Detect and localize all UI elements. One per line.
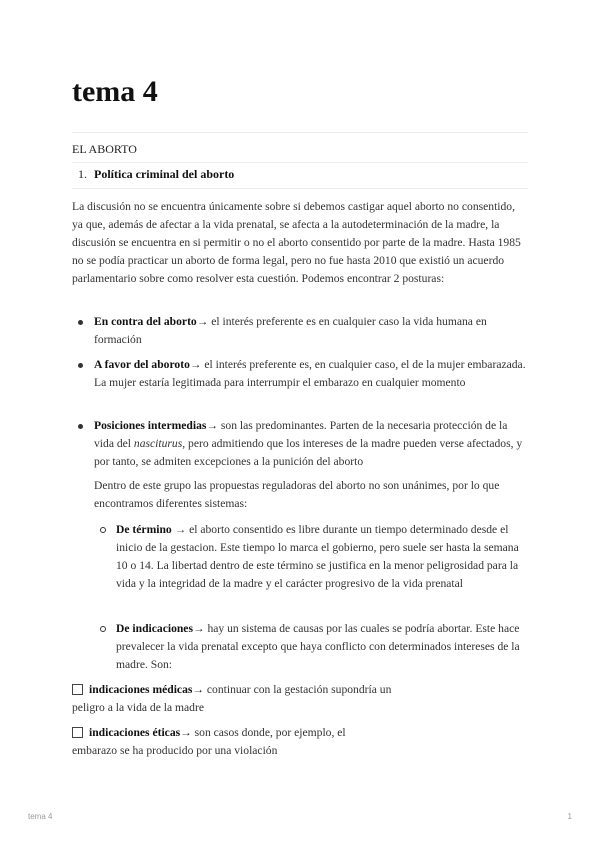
divider (72, 188, 528, 189)
checkbox[interactable] (72, 684, 83, 695)
check-term: indicaciones éticas→ (89, 726, 192, 739)
section-heading: EL ABORTO (72, 142, 137, 156)
sub-text: hay un sistema de causas por las cuales se podría abortar. Este hace prevalecer la vida prenatal excepto que haya conflicto con determinados intereses de la madre. Son: (116, 622, 520, 671)
list-number: 1. (78, 167, 87, 181)
bullet-term: Posiciones intermedias→ (94, 419, 218, 432)
bullet-text: , pero admitiendo que los intereses de la madre pueden verse afectados, y por tanto, se admiten excepciones a la punición del aborto (94, 437, 523, 468)
check-term: indicaciones médicas→ (89, 683, 204, 696)
intro-paragraph: La discusión no se encuentra únicamente sobre si debemos castigar aquel aborto no consentido, ya que, además de afectar a la vida prenatal, se afecta a la autodeterminación de la madre, la discusión se encuentra en si permitir o no el aborto consentido por parte de la madre. Hasta 1985 no se podía practicar un aborto de forma legal, pero no fue hasta 2010 que existió un acuerdo parlamentario sobre como resolver esta cuestión. Podemos encontrar 2 posturas: (72, 200, 521, 285)
bullet-text: son las predominantes. Parten de la necesaria protección de la vida del (94, 419, 508, 450)
checkbox[interactable] (72, 727, 83, 738)
intermediate-note: Dentro de este grupo las propuestas reguladoras del aborto no son unánimes, por lo que encontramos diferentes sistemas: (94, 479, 500, 510)
bullet-term: A favor del aboroto→ (94, 358, 202, 371)
bullet-icon (78, 363, 83, 368)
sub-term: De indicaciones→ (116, 622, 205, 635)
bullet-term: En contra del aborto→ (94, 315, 209, 328)
bullet-text: el interés preferente es, en cualquier caso, el de la mujer embarazada. La mujer estaría legitimada para interrumpir el embarazo en cualquier momento (94, 358, 526, 389)
bullet-text: el interés preferente es en cualquier caso la vida humana en formación (94, 315, 487, 346)
footer-page-number: 1 (567, 812, 572, 821)
checklist-item (72, 724, 528, 760)
footer-doc-title: tema 4 (28, 812, 53, 821)
numbered-heading-label: Política criminal del aborto (94, 167, 235, 181)
bullet-italic-term: nasciturus (133, 437, 183, 450)
check-text-continued: peligro a la vida de la madre (72, 701, 204, 714)
page-title: tema 4 (72, 75, 158, 108)
bullet-icon (78, 320, 83, 325)
sub-text: → el aborto consentido es libre durante un tiempo determinado desde el inicio de la gestacion. Este tiempo lo marca el gobierno, pero suele ser hasta la semana 10 o 14. La libertad dentro de este término se justifica en la menor peligrosidad para la vida y la integridad de la madre y el carácter progresivo de la vida prenatal (116, 523, 519, 590)
circle-bullet-icon (100, 626, 106, 632)
divider (72, 132, 528, 133)
check-text-continued: embarazo se ha producido por una violación (72, 744, 278, 757)
circle-bullet-icon (100, 527, 106, 533)
check-text: continuar con la gestación supondría un (203, 683, 392, 696)
bullet-icon (78, 424, 83, 429)
numbered-heading (78, 166, 234, 182)
check-text: son casos donde, por ejemplo, el (191, 726, 346, 739)
sub-term: De término (116, 523, 172, 536)
divider (72, 162, 528, 163)
checklist-item (72, 681, 528, 717)
